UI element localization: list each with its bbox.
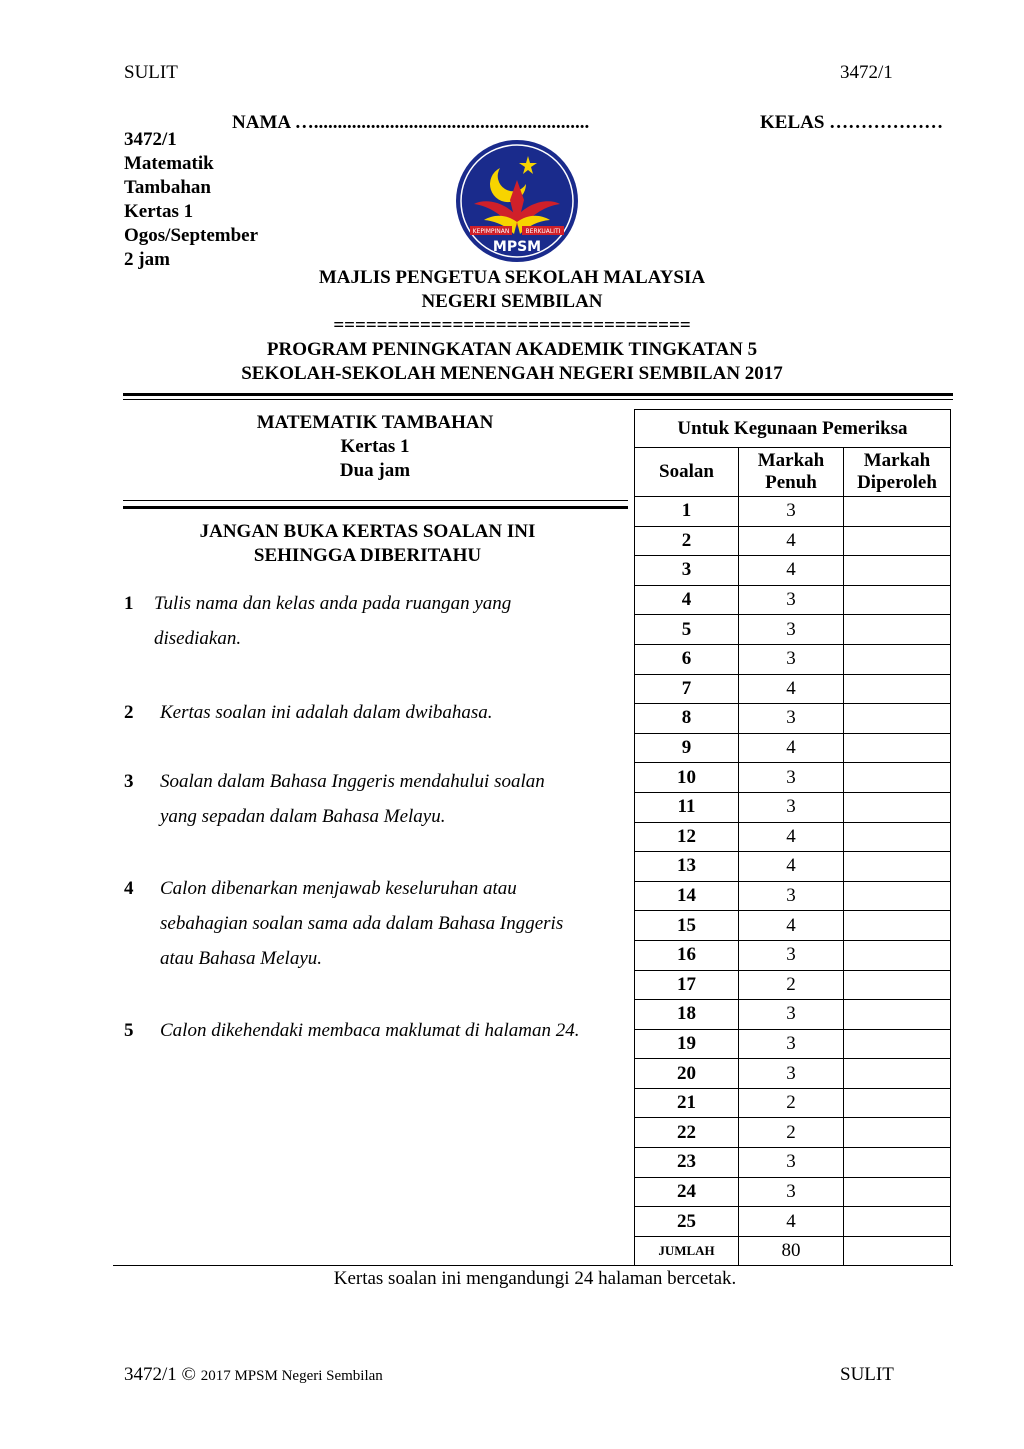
obtained-mark-cell[interactable] bbox=[844, 1207, 951, 1237]
question-number: 6 bbox=[635, 644, 739, 674]
question-number: 14 bbox=[635, 881, 739, 911]
table-row bbox=[635, 733, 951, 763]
table-row bbox=[635, 1059, 951, 1089]
col-penuh-line-1: Markah bbox=[757, 450, 825, 471]
obtained-mark-cell[interactable] bbox=[844, 792, 951, 822]
instruction-text: Soalan dalam Bahasa Inggeris mendahului soalan bbox=[160, 771, 545, 792]
question-number: 3 bbox=[635, 556, 739, 586]
obtained-mark-cell[interactable] bbox=[844, 615, 951, 645]
table-row bbox=[635, 852, 951, 882]
paper-title-block bbox=[125, 411, 625, 483]
obtained-mark-cell[interactable] bbox=[844, 704, 951, 734]
obtained-mark-cell[interactable] bbox=[844, 556, 951, 586]
instruction-text: Kertas soalan ini adalah dalam dwibahasa. bbox=[160, 702, 493, 723]
nama-field: NAMA ….......................................................... bbox=[232, 112, 590, 133]
col-penuh-header bbox=[739, 448, 844, 497]
question-number: 9 bbox=[635, 733, 739, 763]
obtained-mark-cell[interactable] bbox=[844, 1029, 951, 1059]
full-mark: 4 bbox=[739, 733, 844, 763]
full-mark: 3 bbox=[739, 644, 844, 674]
full-mark: 4 bbox=[739, 674, 844, 704]
table-title: Untuk Kegunaan Pemeriksa bbox=[635, 410, 951, 448]
col-diperoleh-header bbox=[844, 448, 951, 497]
full-mark: 3 bbox=[739, 1029, 844, 1059]
mpsm-logo bbox=[454, 138, 580, 264]
total-label: JUMLAH bbox=[635, 1236, 739, 1266]
question-number: 10 bbox=[635, 763, 739, 793]
table-row bbox=[635, 644, 951, 674]
question-number: 8 bbox=[635, 704, 739, 734]
question-number: 25 bbox=[635, 1207, 739, 1237]
total-full-mark: 80 bbox=[739, 1236, 844, 1266]
org-line-4: SEKOLAH-SEKOLAH MENENGAH NEGERI SEMBILAN 2017 bbox=[241, 363, 783, 384]
table-header-row bbox=[635, 448, 951, 497]
obtained-mark-cell[interactable] bbox=[844, 763, 951, 793]
paper-duration: Dua jam bbox=[339, 460, 411, 481]
obtained-mark-cell[interactable] bbox=[844, 1088, 951, 1118]
table-row bbox=[635, 1148, 951, 1178]
question-number: 20 bbox=[635, 1059, 739, 1089]
table-row bbox=[635, 911, 951, 941]
full-mark: 3 bbox=[739, 792, 844, 822]
header-left-sulit: SULIT bbox=[124, 62, 178, 83]
table-row bbox=[635, 822, 951, 852]
obtained-mark-cell[interactable] bbox=[844, 1177, 951, 1207]
subject-code: 3472/1 bbox=[124, 129, 177, 150]
full-mark: 4 bbox=[739, 1207, 844, 1237]
footer-left bbox=[124, 1364, 383, 1386]
subject-paper: Kertas 1 bbox=[124, 201, 194, 222]
instruction-text: sebahagian soalan sama ada dalam Bahasa Inggeris bbox=[160, 913, 564, 934]
table-row bbox=[635, 1088, 951, 1118]
question-number: 16 bbox=[635, 940, 739, 970]
obtained-mark-cell[interactable] bbox=[844, 733, 951, 763]
obtained-mark-cell[interactable] bbox=[844, 1118, 951, 1148]
obtained-mark-cell[interactable] bbox=[844, 940, 951, 970]
subject-name-1: Matematik bbox=[124, 153, 214, 174]
question-number: 2 bbox=[635, 526, 739, 556]
full-mark: 4 bbox=[739, 556, 844, 586]
table-row bbox=[635, 585, 951, 615]
full-mark: 4 bbox=[739, 822, 844, 852]
full-mark: 3 bbox=[739, 763, 844, 793]
table-row bbox=[635, 881, 951, 911]
logo-ribbon-right: BERKUALITI bbox=[525, 228, 561, 235]
full-mark: 4 bbox=[739, 526, 844, 556]
pages-note: Kertas soalan ini mengandungi 24 halaman bercetak. bbox=[333, 1268, 737, 1289]
divider-thin bbox=[123, 399, 953, 400]
bottom-divider bbox=[113, 1265, 953, 1266]
question-number: 19 bbox=[635, 1029, 739, 1059]
kelas-field: KELAS ……………… bbox=[760, 112, 944, 133]
warning-line-1: JANGAN BUKA KERTAS SOALAN INI bbox=[199, 521, 536, 542]
paper-number: Kertas 1 bbox=[340, 436, 410, 457]
full-mark: 3 bbox=[739, 1000, 844, 1030]
question-number: 15 bbox=[635, 911, 739, 941]
full-mark: 2 bbox=[739, 970, 844, 1000]
obtained-mark-cell[interactable] bbox=[844, 822, 951, 852]
full-mark: 3 bbox=[739, 704, 844, 734]
org-line-1: MAJLIS PENGETUA SEKOLAH MALAYSIA bbox=[318, 267, 706, 288]
subject-name-2: Tambahan bbox=[124, 177, 211, 198]
full-mark: 3 bbox=[739, 881, 844, 911]
examiner-marks-table bbox=[634, 409, 951, 1266]
full-mark: 3 bbox=[739, 585, 844, 615]
total-obtained-cell[interactable] bbox=[844, 1236, 951, 1266]
question-number: 4 bbox=[635, 585, 739, 615]
divider-thick bbox=[123, 393, 953, 396]
table-row bbox=[635, 763, 951, 793]
obtained-mark-cell[interactable] bbox=[844, 526, 951, 556]
table-row bbox=[635, 792, 951, 822]
instruction-text: Tulis nama dan kelas anda pada ruangan yang bbox=[154, 593, 512, 614]
subject-month: Ogos/September bbox=[124, 225, 259, 246]
question-number: 12 bbox=[635, 822, 739, 852]
full-mark: 3 bbox=[739, 497, 844, 527]
obtained-mark-cell[interactable] bbox=[844, 674, 951, 704]
obtained-mark-cell[interactable] bbox=[844, 881, 951, 911]
full-mark: 3 bbox=[739, 1177, 844, 1207]
full-mark: 3 bbox=[739, 615, 844, 645]
instruction-text: Calon dikehendaki membaca maklumat di halaman 24. bbox=[160, 1020, 580, 1041]
instruction-text: yang sepadan dalam Bahasa Melayu. bbox=[160, 806, 446, 827]
table-row bbox=[635, 1000, 951, 1030]
subject-block bbox=[124, 128, 258, 272]
org-separator: ================================= bbox=[333, 315, 691, 336]
question-number: 1 bbox=[635, 497, 739, 527]
table-row bbox=[635, 615, 951, 645]
col-diperoleh-line-2: Diperoleh bbox=[857, 472, 937, 493]
obtained-mark-cell[interactable] bbox=[844, 852, 951, 882]
obtained-mark-cell[interactable] bbox=[844, 911, 951, 941]
obtained-mark-cell[interactable] bbox=[844, 1000, 951, 1030]
instruction-number: 3 bbox=[124, 771, 134, 792]
table-title-row bbox=[635, 410, 951, 448]
full-mark: 3 bbox=[739, 940, 844, 970]
table-row bbox=[635, 526, 951, 556]
question-number: 23 bbox=[635, 1148, 739, 1178]
header-right-code: 3472/1 bbox=[840, 62, 893, 83]
full-mark: 3 bbox=[739, 1148, 844, 1178]
footer-org: 2017 MPSM Negeri Sembilan bbox=[200, 1368, 383, 1384]
full-mark: 4 bbox=[739, 852, 844, 882]
full-mark: 4 bbox=[739, 911, 844, 941]
obtained-mark-cell[interactable] bbox=[844, 497, 951, 527]
instruction-number: 1 bbox=[124, 593, 134, 614]
left-divider-thin bbox=[123, 500, 628, 501]
question-number: 7 bbox=[635, 674, 739, 704]
table-total-row bbox=[635, 1236, 951, 1266]
left-divider-thick bbox=[123, 506, 628, 509]
obtained-mark-cell[interactable] bbox=[844, 1148, 951, 1178]
table-row bbox=[635, 497, 951, 527]
table-row bbox=[635, 940, 951, 970]
instruction-number: 4 bbox=[124, 878, 134, 899]
col-penuh-line-2: Penuh bbox=[765, 472, 817, 493]
warning-notice bbox=[125, 520, 610, 568]
paper-title: MATEMATIK TAMBAHAN bbox=[256, 412, 494, 433]
logo-ribbon-left: KEPIMPINAN bbox=[472, 228, 510, 235]
full-mark: 2 bbox=[739, 1118, 844, 1148]
col-soalan-header: Soalan bbox=[635, 448, 739, 497]
question-number: 17 bbox=[635, 970, 739, 1000]
full-mark: 3 bbox=[739, 1059, 844, 1089]
footer-code: 3472/1 © bbox=[124, 1364, 196, 1385]
table-row bbox=[635, 1029, 951, 1059]
question-number: 5 bbox=[635, 615, 739, 645]
table-row bbox=[635, 970, 951, 1000]
subject-duration: 2 jam bbox=[124, 249, 170, 270]
table-row bbox=[635, 1118, 951, 1148]
org-line-3: PROGRAM PENINGKATAN AKADEMIK TINGKATAN 5 bbox=[266, 339, 758, 360]
question-number: 18 bbox=[635, 1000, 739, 1030]
obtained-mark-cell[interactable] bbox=[844, 585, 951, 615]
question-number: 11 bbox=[635, 792, 739, 822]
question-number: 24 bbox=[635, 1177, 739, 1207]
col-diperoleh-line-1: Markah bbox=[863, 450, 931, 471]
table-row bbox=[635, 674, 951, 704]
question-number: 13 bbox=[635, 852, 739, 882]
footer-right-sulit: SULIT bbox=[840, 1364, 894, 1385]
logo-text: MPSM bbox=[492, 239, 542, 255]
organization-heading bbox=[0, 266, 1024, 386]
table-row bbox=[635, 704, 951, 734]
instruction-text: atau Bahasa Melayu. bbox=[160, 948, 323, 969]
instruction-text: Calon dibenarkan menjawab keseluruhan atau bbox=[160, 878, 517, 899]
full-mark: 2 bbox=[739, 1088, 844, 1118]
obtained-mark-cell[interactable] bbox=[844, 644, 951, 674]
question-number: 21 bbox=[635, 1088, 739, 1118]
instruction-number: 2 bbox=[124, 702, 134, 723]
table-row bbox=[635, 1207, 951, 1237]
obtained-mark-cell[interactable] bbox=[844, 1059, 951, 1089]
table-row bbox=[635, 556, 951, 586]
obtained-mark-cell[interactable] bbox=[844, 970, 951, 1000]
org-line-2: NEGERI SEMBILAN bbox=[421, 291, 603, 312]
instruction-text: disediakan. bbox=[154, 628, 242, 649]
question-number: 22 bbox=[635, 1118, 739, 1148]
warning-line-2: SEHINGGA DIBERITAHU bbox=[253, 545, 482, 566]
instruction-number: 5 bbox=[124, 1020, 134, 1041]
table-row bbox=[635, 1177, 951, 1207]
